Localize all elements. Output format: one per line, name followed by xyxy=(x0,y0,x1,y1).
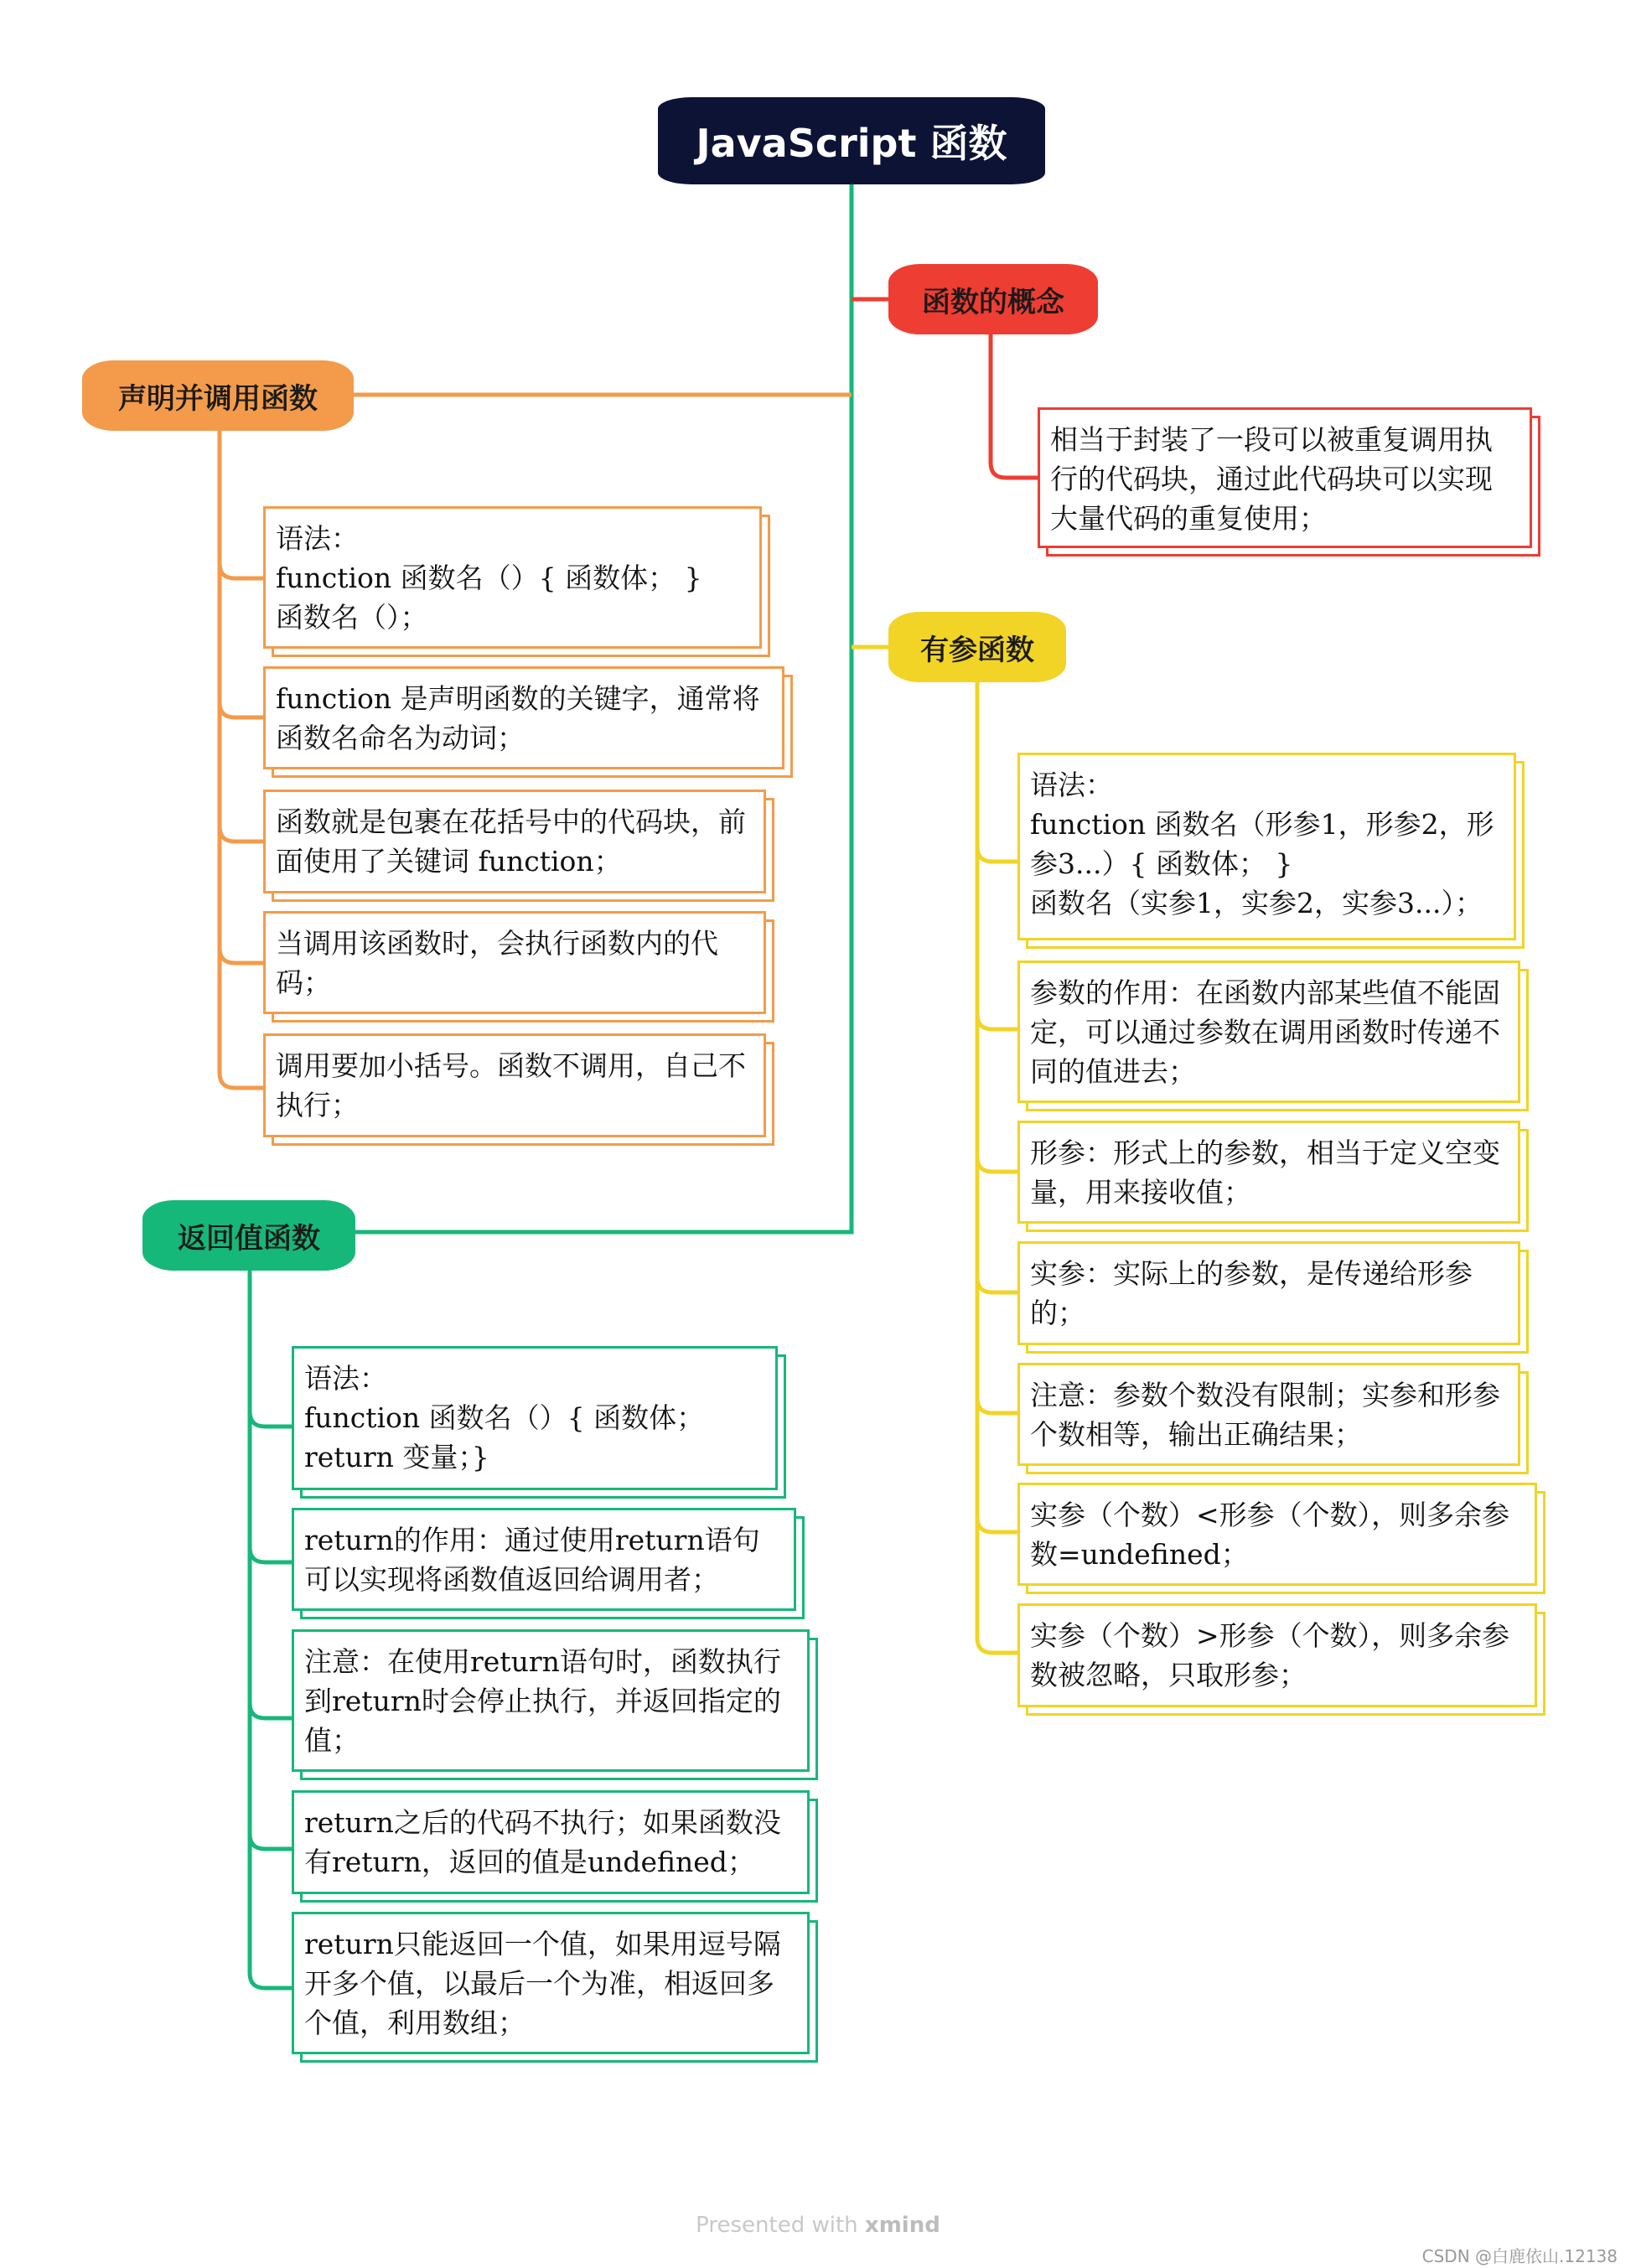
xmind-brand: xmind xyxy=(864,2213,940,2238)
branch-concept[interactable]: 函数的概念 xyxy=(888,264,1098,334)
declare-card-5[interactable]: 调用要加小括号。函数不调用，自己不执行； xyxy=(263,1033,766,1137)
return-card-2[interactable]: return的作用：通过使用return语句可以实现将函数值返回给调用者； xyxy=(292,1508,796,1611)
params-card-1[interactable]: 语法： function 函数名（形参1，形参2，形参3...）{ 函数体； } 函数名（实参1，实参2，实参3...）； xyxy=(1017,753,1516,940)
return-card-5[interactable]: return只能返回一个值，如果用逗号隔开多个值，以最后一个为准，相返回多个值，利用数组； xyxy=(292,1912,810,2054)
presented-label: Presented with xyxy=(696,2213,858,2238)
declare-sub-line xyxy=(220,430,263,1088)
return-card-3[interactable]: 注意：在使用return语句时，函数执行到return时会停止执行，并返回指定的值； xyxy=(292,1629,810,1772)
branch-return[interactable]: 返回值函数 xyxy=(142,1200,355,1271)
declare-card-2[interactable]: function 是声明函数的关键字，通常将函数名命名为动词； xyxy=(263,666,784,769)
params-card-6[interactable]: 实参（个数）<形参（个数），则多余参数=undefined； xyxy=(1017,1483,1537,1586)
branch-declare[interactable]: 声明并调用函数 xyxy=(82,360,354,431)
declare-card-4[interactable]: 当调用该函数时，会执行函数内的代码； xyxy=(263,911,766,1014)
params-card-4[interactable]: 实参：实际上的参数，是传递给形参的； xyxy=(1017,1241,1520,1345)
presented-with-footer xyxy=(0,2213,1636,2238)
declare-card-1[interactable]: 语法： function 函数名（）{ 函数体； } 函数名（）； xyxy=(263,506,762,649)
params-card-7[interactable]: 实参（个数）>形参（个数），则多余参数被忽略，只取形参； xyxy=(1017,1603,1537,1707)
concept-card-1[interactable]: 相当于封装了一段可以被重复调用执行的代码块，通过此代码块可以实现大量代码的重复使用； xyxy=(1038,407,1532,548)
params-card-5[interactable]: 注意：参数个数没有限制；实参和形参个数相等，输出正确结果； xyxy=(1017,1363,1520,1466)
csdn-credit: CSDN @白鹿依山.12138 xyxy=(1421,2246,1618,2266)
params-card-2[interactable]: 参数的作用：在函数内部某些值不能固定，可以通过参数在调用函数时传递不同的值进去； xyxy=(1017,961,1520,1103)
root-topic[interactable]: JavaScript 函数 xyxy=(658,97,1045,184)
return-card-1[interactable]: 语法： function 函数名（）{ 函数体； return 变量；} xyxy=(292,1346,778,1490)
return-card-4[interactable]: return之后的代码不执行；如果函数没有return，返回的值是undefined； xyxy=(292,1790,810,1894)
declare-card-3[interactable]: 函数就是包裹在花括号中的代码块，前面使用了关键词 function； xyxy=(263,790,766,893)
branch-params[interactable]: 有参函数 xyxy=(888,612,1066,682)
concept-sub-line xyxy=(991,334,1038,478)
return-sub-line xyxy=(250,1267,292,1988)
params-card-3[interactable]: 形参：形式上的参数，相当于定义空变量，用来接收值； xyxy=(1017,1121,1520,1224)
